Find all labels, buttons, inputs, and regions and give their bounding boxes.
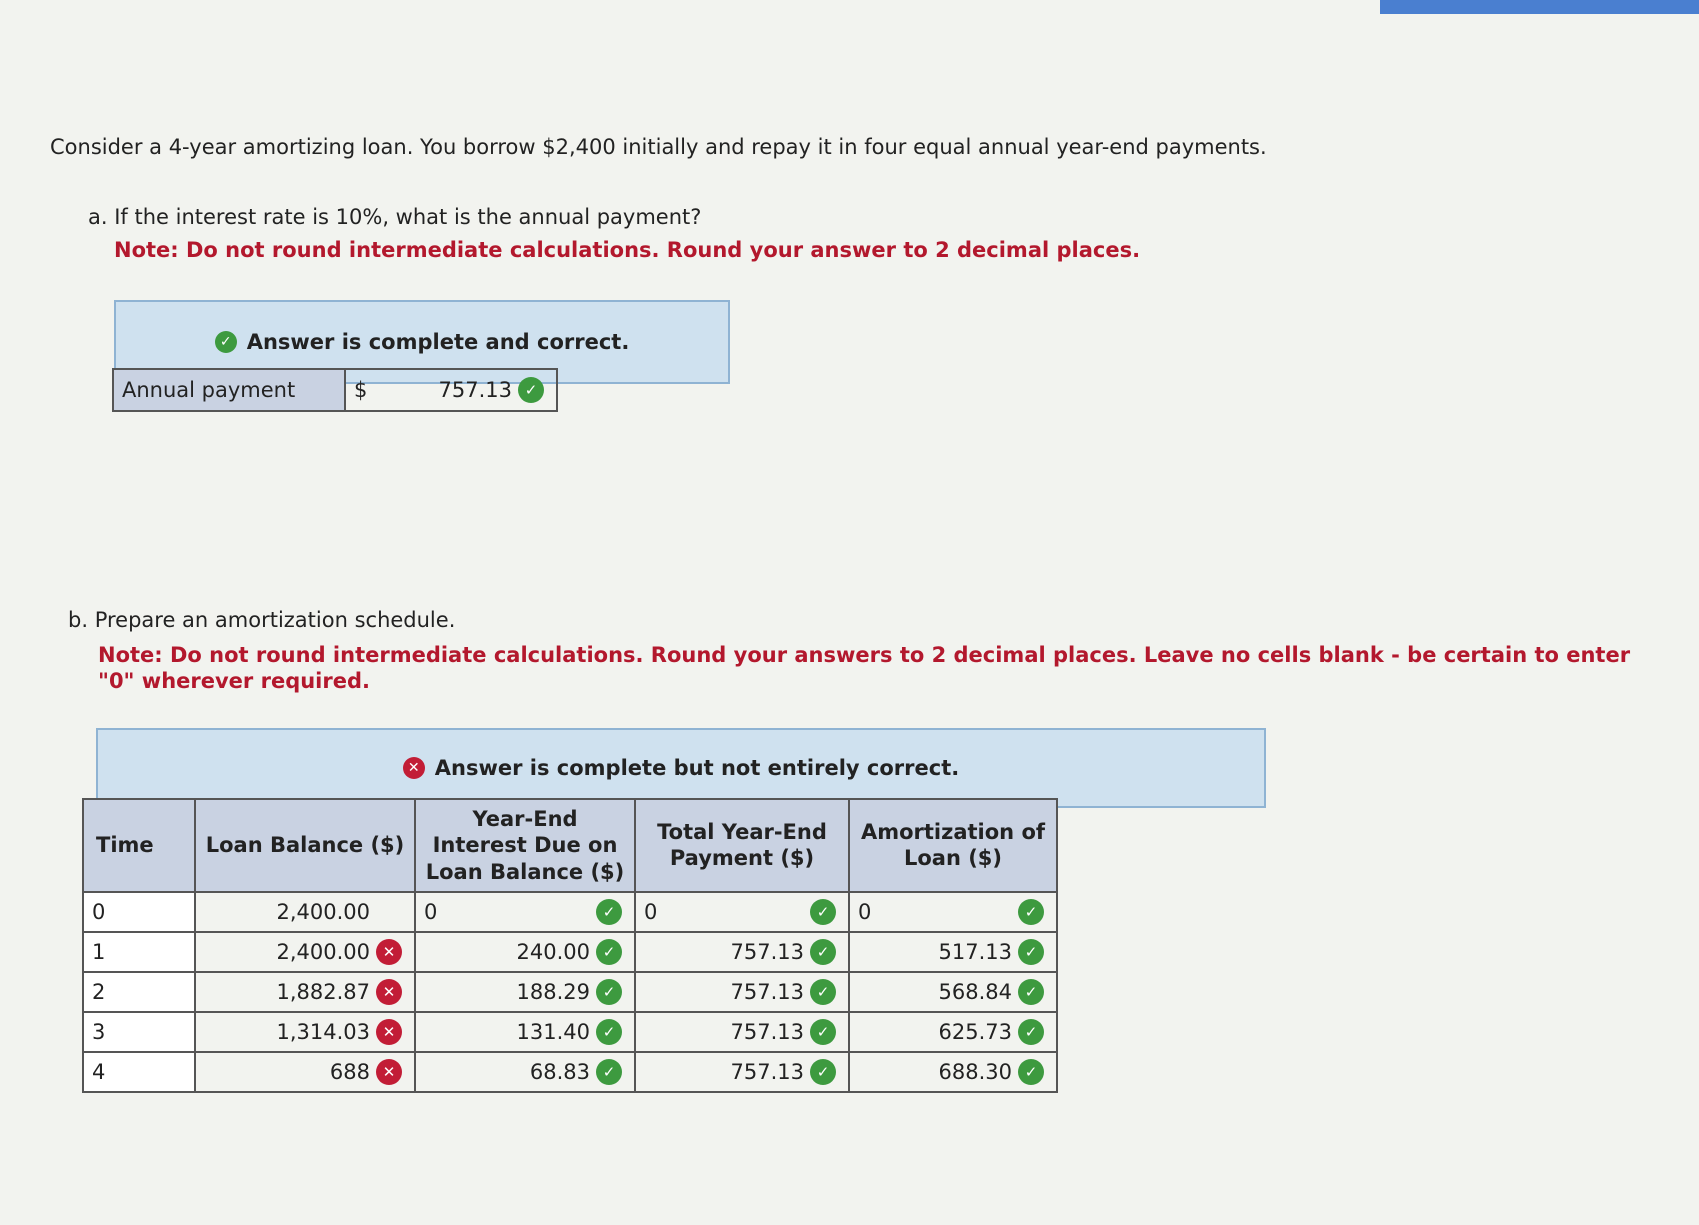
table-row: [83, 892, 1057, 932]
time-cell: 4: [83, 1052, 195, 1092]
part-a-label: a.: [88, 205, 108, 229]
check-icon: ✓: [1018, 899, 1044, 925]
check-icon: ✓: [810, 899, 836, 925]
part-b-prompt: Prepare an amortization schedule.: [94, 608, 456, 632]
part-a-banner-text: Answer is complete and correct.: [246, 330, 630, 354]
amortization-input[interactable]: [849, 1012, 1057, 1052]
check-icon: ✓: [1018, 939, 1044, 965]
payment-value: 757.13: [730, 1059, 804, 1084]
interest-input[interactable]: [415, 932, 635, 972]
interest-input[interactable]: [415, 1052, 635, 1092]
amortization-value: 0: [858, 899, 872, 924]
interest-value: 68.83: [529, 1059, 590, 1084]
check-icon: ✓: [810, 1019, 836, 1045]
part-b-note: Note: Do not round intermediate calculations. Round your answers to 2 decimal places. Leave no cells blank - be certain to enter "0" wherever required.: [98, 643, 1631, 694]
annual-payment-input[interactable]: [390, 369, 557, 411]
payment-input[interactable]: [635, 1012, 849, 1052]
x-icon: ✕: [376, 1059, 402, 1085]
loan-balance-value: 1,882.87: [276, 979, 370, 1004]
annual-payment-table: [112, 368, 558, 412]
payment-input[interactable]: [635, 892, 849, 932]
part-a-prompt: If the interest rate is 10%, what is the annual payment?: [114, 205, 702, 229]
loan-balance-value: 1,314.03: [276, 1019, 370, 1044]
payment-value: 0: [644, 899, 658, 924]
loan-balance-value: 688: [329, 1059, 370, 1084]
interest-value: 240.00: [516, 939, 590, 964]
interest-value: 131.40: [516, 1019, 590, 1044]
amortization-input[interactable]: [849, 972, 1057, 1012]
header-payment: Total Year-End Payment ($): [635, 799, 849, 892]
loan-balance-input[interactable]: [195, 972, 415, 1012]
check-icon: ✓: [810, 979, 836, 1005]
header-loan-balance: Loan Balance ($): [195, 799, 415, 892]
amortization-input[interactable]: [849, 932, 1057, 972]
table-row: [83, 1012, 1057, 1052]
question-text: Consider a 4-year amortizing loan. You borrow $2,400 initially and repay it in four equal annual year-end payments.: [50, 135, 1267, 159]
check-icon: ✓: [596, 939, 622, 965]
amortization-value: 568.84: [938, 979, 1012, 1004]
check-icon: ✓: [596, 979, 622, 1005]
annual-payment-label: Annual payment: [113, 369, 345, 411]
interest-input[interactable]: [415, 892, 635, 932]
payment-input[interactable]: [635, 932, 849, 972]
time-cell: 0: [83, 892, 195, 932]
payment-value: 757.13: [730, 1019, 804, 1044]
part-a-prompt-line: [88, 205, 701, 229]
time-cell: 3: [83, 1012, 195, 1052]
check-icon: ✓: [1018, 979, 1044, 1005]
x-icon: ✕: [376, 979, 402, 1005]
check-icon: ✓: [1018, 1059, 1044, 1085]
payment-input[interactable]: [635, 1052, 849, 1092]
amortization-schedule-table: [82, 798, 1058, 1093]
payment-value: 757.13: [730, 979, 804, 1004]
part-b-banner-text: Answer is complete but not entirely correct.: [434, 756, 960, 780]
header-interest: Year-End Interest Due on Loan Balance ($): [415, 799, 635, 892]
part-b-result-banner: [96, 728, 1266, 808]
x-icon: ✕: [376, 1019, 402, 1045]
check-icon: ✓: [1018, 1019, 1044, 1045]
annual-payment-value: 757.13: [438, 378, 512, 402]
part-b-prompt-line: [68, 608, 455, 632]
loan-balance-value: 2,400.00: [276, 939, 370, 964]
x-icon: ✕: [403, 757, 425, 779]
check-icon: ✓: [810, 1059, 836, 1085]
payment-value: 757.13: [730, 939, 804, 964]
part-a-note: Note: Do not round intermediate calculations. Round your answer to 2 decimal places.: [114, 238, 1141, 262]
amortization-value: 688.30: [938, 1059, 1012, 1084]
check-icon: ✓: [518, 377, 544, 403]
interest-value: 188.29: [516, 979, 590, 1004]
loan-balance-cell: [195, 892, 415, 932]
table-row: [83, 972, 1057, 1012]
top-accent-bar: [1380, 0, 1699, 14]
part-b-label: b.: [68, 608, 89, 632]
table-row: [83, 932, 1057, 972]
table-row: [83, 1052, 1057, 1092]
amortization-value: 517.13: [938, 939, 1012, 964]
check-icon: ✓: [596, 1059, 622, 1085]
interest-value: 0: [424, 899, 438, 924]
loan-balance-value: 2,400.00: [276, 899, 370, 924]
amortization-value: 625.73: [938, 1019, 1012, 1044]
header-amortization: Amortization of Loan ($): [849, 799, 1057, 892]
currency-symbol: $: [345, 369, 390, 411]
time-cell: 1: [83, 932, 195, 972]
check-icon: ✓: [596, 899, 622, 925]
time-cell: 2: [83, 972, 195, 1012]
x-icon: ✕: [376, 939, 402, 965]
loan-balance-input[interactable]: [195, 932, 415, 972]
header-time: Time: [83, 799, 195, 892]
interest-input[interactable]: [415, 1012, 635, 1052]
amortization-input[interactable]: [849, 1052, 1057, 1092]
loan-balance-input[interactable]: [195, 1052, 415, 1092]
check-icon: ✓: [596, 1019, 622, 1045]
interest-input[interactable]: [415, 972, 635, 1012]
payment-input[interactable]: [635, 972, 849, 1012]
loan-balance-input[interactable]: [195, 1012, 415, 1052]
amortization-input[interactable]: [849, 892, 1057, 932]
check-icon: ✓: [215, 331, 237, 353]
check-icon: ✓: [810, 939, 836, 965]
